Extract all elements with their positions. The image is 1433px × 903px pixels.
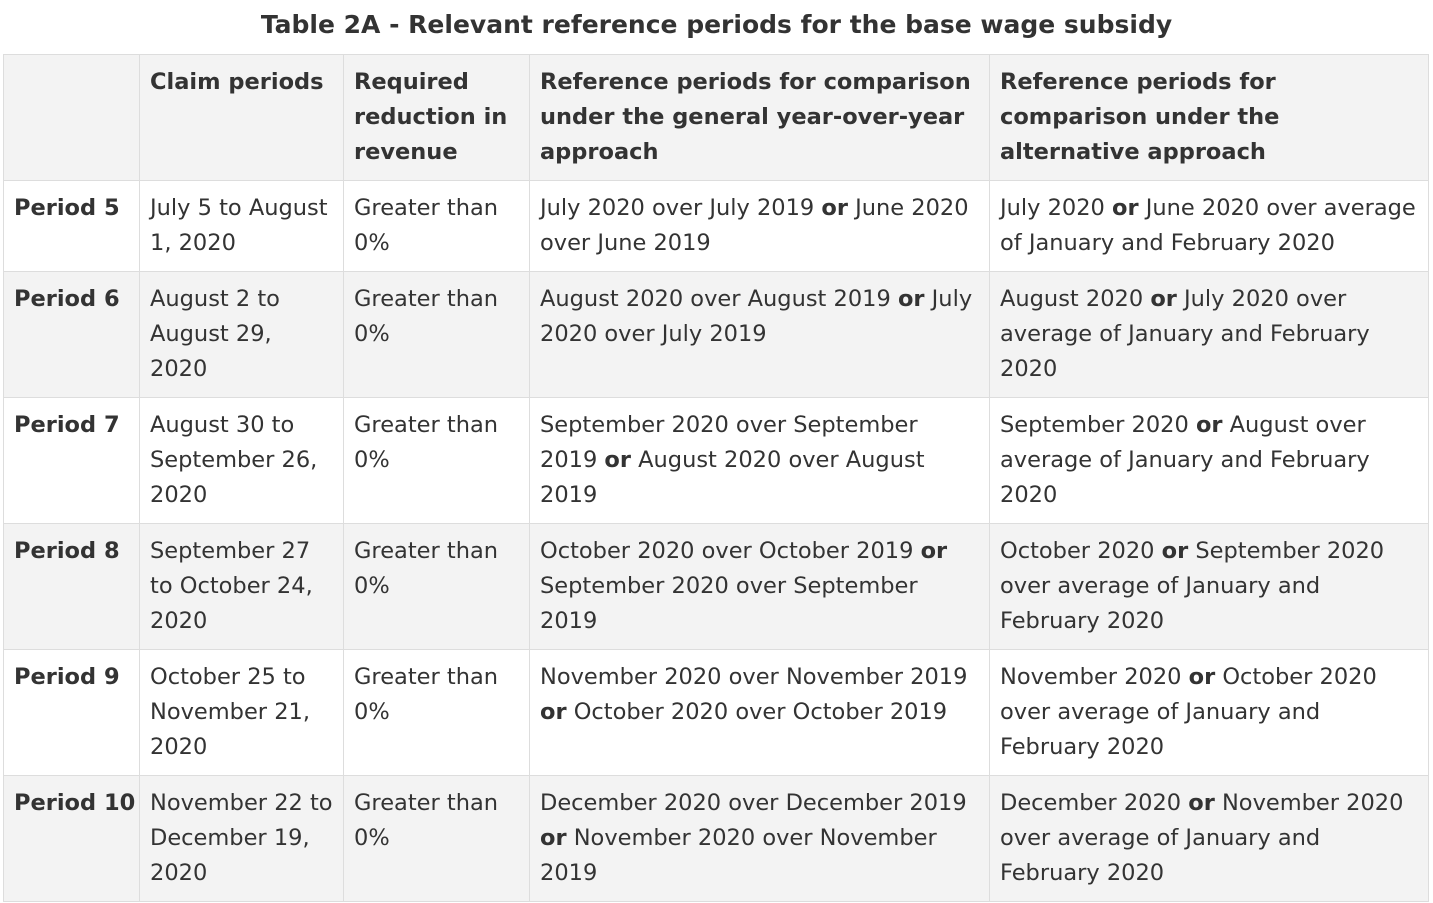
header-required-reduction: Required reduction in revenue — [344, 55, 530, 181]
general-approach-cell — [530, 181, 990, 272]
or-separator: or — [1112, 195, 1139, 221]
header-alternative-approach: Reference periods for comparison under the alternative approach — [990, 55, 1429, 181]
alternative-first: December 2020 — [1000, 790, 1182, 816]
alternative-second: October 2020 over average of January and February 2020 — [1000, 664, 1377, 760]
general-approach-cell — [530, 524, 990, 650]
header-empty — [4, 55, 140, 181]
reduction-cell: Greater than 0% — [344, 398, 530, 524]
general-first: November 2020 over November 2019 — [540, 664, 968, 690]
header-general-approach: Reference periods for comparison under the general year-over-year approach — [530, 55, 990, 181]
general-second: June 2020 over June 2019 — [540, 195, 969, 256]
or-separator: or — [920, 538, 948, 564]
general-first: September 2020 over September 2019 — [540, 412, 918, 473]
general-second: September 2020 over September 2019 — [540, 573, 918, 634]
or-separator: or — [821, 195, 848, 221]
reduction-cell: Greater than 0% — [344, 650, 530, 776]
alternative-second: July 2020 over average of January and February 2020 — [1000, 286, 1370, 382]
period-label: Period 10 — [4, 776, 140, 902]
table-caption: Table 2A - Relevant reference periods for the base wage subsidy — [260, 10, 1173, 39]
alternative-second: November 2020 over average of January and February 2020 — [1000, 790, 1404, 886]
reference-periods-table — [3, 54, 1429, 902]
alternative-approach-cell — [990, 776, 1429, 902]
alternative-approach-cell — [990, 650, 1429, 776]
alternative-approach-cell — [990, 398, 1429, 524]
claim-period-cell: September 27 to October 24, 2020 — [140, 524, 344, 650]
or-separator: or — [897, 286, 925, 312]
period-label: Period 5 — [4, 181, 140, 272]
alternative-first: September 2020 — [1000, 412, 1189, 438]
or-separator: or — [1188, 664, 1216, 690]
general-first: July 2020 over July 2019 — [540, 195, 815, 221]
alternative-first: August 2020 — [1000, 286, 1144, 312]
reduction-cell: Greater than 0% — [344, 272, 530, 398]
claim-period-cell: November 22 to December 19, 2020 — [140, 776, 344, 902]
table-row — [4, 398, 1429, 524]
claim-period-cell: August 30 to September 26, 2020 — [140, 398, 344, 524]
or-separator: or — [1150, 286, 1177, 312]
alternative-second: August over average of January and February 2020 — [1000, 412, 1370, 508]
general-approach-cell — [530, 650, 990, 776]
claim-period-cell: October 25 to November 21, 2020 — [140, 650, 344, 776]
reduction-cell: Greater than 0% — [344, 776, 530, 902]
or-separator: or — [604, 447, 631, 473]
period-label: Period 8 — [4, 524, 140, 650]
or-separator: or — [1188, 790, 1215, 816]
alternative-first: July 2020 — [1000, 195, 1105, 221]
claim-period-cell: August 2 to August 29, 2020 — [140, 272, 344, 398]
general-first: December 2020 over December 2019 — [540, 790, 967, 816]
general-approach-cell — [530, 272, 990, 398]
table-header-row — [4, 55, 1429, 181]
table-row — [4, 524, 1429, 650]
period-label: Period 9 — [4, 650, 140, 776]
alternative-second: June 2020 over average of January and February 2020 — [1000, 195, 1416, 256]
alternative-first: November 2020 — [1000, 664, 1182, 690]
table-row — [4, 181, 1429, 272]
table-row — [4, 272, 1429, 398]
general-first: October 2020 over October 2019 — [540, 538, 914, 564]
or-separator: or — [540, 825, 567, 851]
general-first: August 2020 over August 2019 — [540, 286, 891, 312]
or-separator: or — [1161, 538, 1189, 564]
reduction-cell: Greater than 0% — [344, 181, 530, 272]
reduction-cell: Greater than 0% — [344, 524, 530, 650]
header-claim-periods: Claim periods — [140, 55, 344, 181]
table-row — [4, 650, 1429, 776]
table-row — [4, 776, 1429, 902]
claim-period-cell: July 5 to August 1, 2020 — [140, 181, 344, 272]
alternative-first: October 2020 — [1000, 538, 1155, 564]
general-second: August 2020 over August 2019 — [540, 447, 925, 508]
alternative-second: September 2020 over average of January and February 2020 — [1000, 538, 1385, 634]
alternative-approach-cell — [990, 181, 1429, 272]
general-second: July 2020 over July 2019 — [540, 286, 973, 347]
general-approach-cell — [530, 776, 990, 902]
period-label: Period 7 — [4, 398, 140, 524]
or-separator: or — [540, 699, 567, 725]
general-approach-cell — [530, 398, 990, 524]
general-second: October 2020 over October 2019 — [573, 699, 948, 725]
period-label: Period 6 — [4, 272, 140, 398]
general-second: November 2020 over November 2019 — [540, 825, 937, 886]
or-separator: or — [1195, 412, 1223, 438]
alternative-approach-cell — [990, 524, 1429, 650]
alternative-approach-cell — [990, 272, 1429, 398]
